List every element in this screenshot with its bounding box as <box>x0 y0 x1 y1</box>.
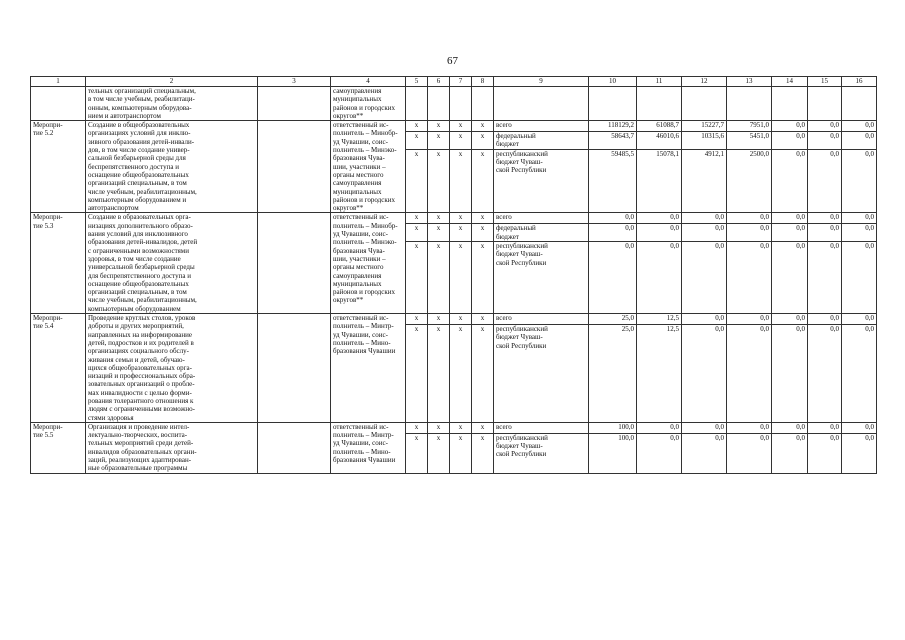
empty-cell <box>772 87 808 121</box>
header-row <box>31 77 877 87</box>
amount-value: 100,0 <box>589 422 637 433</box>
code-mark: x <box>450 314 472 325</box>
empty-cell <box>808 87 842 121</box>
code-mark: x <box>472 132 494 150</box>
amount-value: 2500,0 <box>727 149 772 213</box>
amount-value: 0,0 <box>682 242 727 314</box>
amount-value: 0,0 <box>808 213 842 224</box>
measure-description: Создание в образовательных орга- низациях дополнительного образо- вания условий для инклюзивного образования детей-инвалидов, детей с ограниченными возможностями здоровья, в том числе создание универсальной безбарьерной среды для беспрепятственного доступа и оснащение общеобразовательных организаций специальным, в том числе учебным, реабилитационным, компьютерным оборудованием <box>86 213 258 314</box>
code-mark: x <box>472 314 494 325</box>
empty-cell <box>406 87 428 121</box>
code-mark: x <box>472 242 494 314</box>
code-mark: x <box>406 121 428 132</box>
amount-value: 0,0 <box>808 422 842 433</box>
amount-value: 59485,5 <box>589 149 637 213</box>
funding-source: федеральный бюджет <box>494 224 589 242</box>
amount-value: 0,0 <box>842 314 877 325</box>
measure-code: Меропри- тие 5.5 <box>31 422 86 473</box>
measure-executor: ответственный ис- полнитель – Минобр- уд Чувашии, соис- полнитель – Минэко- бразования Чува- шии, участники – органы местного самоуправления муниципальных районов и городских округов** <box>331 213 406 314</box>
program-table <box>30 76 877 474</box>
measure-executor: ответственный ис- полнитель – Минобр- уд Чувашии, соис- полнитель – Минэко- бразования Чува- шии, участники – органы местного самоуправления муниципальных районов и городских округов** <box>331 121 406 213</box>
code-mark: x <box>428 325 450 423</box>
funding-source: всего <box>494 121 589 132</box>
amount-value: 12,5 <box>637 314 682 325</box>
amount-value: 0,0 <box>772 422 808 433</box>
code-mark: x <box>428 213 450 224</box>
header-cell: 15 <box>808 77 842 87</box>
amount-value: 46010,6 <box>637 132 682 150</box>
empty-cell <box>450 87 472 121</box>
amount-value: 15078,1 <box>637 149 682 213</box>
header-cell: 8 <box>472 77 494 87</box>
table-row <box>31 314 877 325</box>
code-mark: x <box>406 314 428 325</box>
amount-value: 0,0 <box>682 325 727 423</box>
code-mark: x <box>428 242 450 314</box>
empty-cell <box>727 87 772 121</box>
funding-source: республиканский бюджет Чуваш- ской Республики <box>494 242 589 314</box>
header-cell: 12 <box>682 77 727 87</box>
measure-description: Создание в общеобразовательных организациях условий для инклю- зивного образования детей-инвали- дов, в том числе создание универ- сальной безбарьерной среды для беспрепятственного доступа и оснащение общеобразовательных организаций специальным, в том числе учебным, реабилитационным, компьютерным оборудованием и автотранспортом <box>86 121 258 213</box>
amount-value: 10315,6 <box>682 132 727 150</box>
header-cell: 1 <box>31 77 86 87</box>
amount-value: 0,0 <box>682 213 727 224</box>
amount-value: 0,0 <box>727 314 772 325</box>
code-mark: x <box>428 224 450 242</box>
code-mark: x <box>450 325 472 423</box>
header-cell: 11 <box>637 77 682 87</box>
code-mark: x <box>406 422 428 433</box>
amount-value: 0,0 <box>727 325 772 423</box>
code-cell <box>31 87 86 121</box>
code-mark: x <box>406 224 428 242</box>
amount-value: 0,0 <box>682 433 727 473</box>
empty-cell <box>589 87 637 121</box>
measure-code: Меропри- тие 5.4 <box>31 314 86 423</box>
funding-source: республиканский бюджет Чуваш- ской Республики <box>494 325 589 423</box>
amount-value: 0,0 <box>842 422 877 433</box>
header-cell: 13 <box>727 77 772 87</box>
amount-value: 0,0 <box>808 314 842 325</box>
amount-value: 0,0 <box>772 121 808 132</box>
code-mark: x <box>406 433 428 473</box>
code-mark: x <box>450 149 472 213</box>
header-cell: 16 <box>842 77 877 87</box>
amount-value: 0,0 <box>682 224 727 242</box>
code-mark: x <box>450 422 472 433</box>
empty-cell <box>472 87 494 121</box>
code-mark: x <box>472 224 494 242</box>
header-cell: 9 <box>494 77 589 87</box>
header-cell: 4 <box>331 77 406 87</box>
table-row <box>31 422 877 433</box>
funding-source: федеральный бюджет <box>494 132 589 150</box>
amount-value: 0,0 <box>772 149 808 213</box>
code-mark: x <box>450 132 472 150</box>
code-mark: x <box>472 433 494 473</box>
amount-value: 0,0 <box>842 213 877 224</box>
amount-value: 100,0 <box>589 433 637 473</box>
amount-value: 0,0 <box>727 242 772 314</box>
amount-value: 118129,2 <box>589 121 637 132</box>
amount-value: 0,0 <box>727 422 772 433</box>
empty-cell <box>258 121 331 213</box>
amount-value: 61088,7 <box>637 121 682 132</box>
header-cell: 6 <box>428 77 450 87</box>
amount-value: 0,0 <box>772 132 808 150</box>
amount-value: 4912,1 <box>682 149 727 213</box>
amount-value: 0,0 <box>772 242 808 314</box>
amount-value: 7951,0 <box>727 121 772 132</box>
empty-cell <box>258 422 331 473</box>
code-mark: x <box>450 242 472 314</box>
funding-source: всего <box>494 422 589 433</box>
measure-executor: ответственный ис- полнитель – Минтр- уд Чувашии, соис- полнитель – Мино- бразования Чувашии <box>331 314 406 423</box>
amount-value: 0,0 <box>589 213 637 224</box>
code-mark: x <box>428 149 450 213</box>
amount-value: 0,0 <box>772 314 808 325</box>
amount-value: 0,0 <box>808 433 842 473</box>
code-mark: x <box>428 422 450 433</box>
amount-value: 0,0 <box>727 433 772 473</box>
amount-value: 0,0 <box>842 433 877 473</box>
measure-executor: ответственный ис- полнитель – Минтр- уд Чувашии, соис- полнитель – Мино- бразования Чувашии <box>331 422 406 473</box>
funding-source: республиканский бюджет Чуваш- ской Республики <box>494 149 589 213</box>
executor-cell: самоуправления муниципальных районов и городских округов** <box>331 87 406 121</box>
code-mark: x <box>450 224 472 242</box>
amount-value: 0,0 <box>589 242 637 314</box>
funding-source: республиканский бюджет Чуваш- ской Республики <box>494 433 589 473</box>
code-mark: x <box>472 325 494 423</box>
header-cell: 3 <box>258 77 331 87</box>
code-mark: x <box>472 149 494 213</box>
measure-description: Организация и проведение интел- лектуально-творческих, воспита- тельных мероприятий среди детей- инвалидов образовательных органи- заций, реализующих адаптирован- ные образовательные программы <box>86 422 258 473</box>
amount-value: 0,0 <box>637 422 682 433</box>
amount-value: 0,0 <box>808 149 842 213</box>
page-number: 67 <box>447 55 458 67</box>
amount-value: 0,0 <box>772 433 808 473</box>
code-mark: x <box>450 433 472 473</box>
code-mark: x <box>450 213 472 224</box>
measure-description: Проведение круглых столов, уроков доброты и других мероприятий, направленных на информирование детей, подростков и их родителей в организациях социального обслу- живания семьи и детей, обучаю- щихся общеобразовательных орга- низаций и профессиональных обра- зовательных организаций о пробле- мах инвалидности с целью форми- рования толерантного отношения к людям с ограниченными возможно- стями здоровья <box>86 314 258 423</box>
amount-value: 0,0 <box>842 325 877 423</box>
amount-value: 0,0 <box>842 121 877 132</box>
table-row <box>31 213 877 224</box>
code-mark: x <box>428 121 450 132</box>
code-mark: x <box>428 314 450 325</box>
code-mark: x <box>472 213 494 224</box>
amount-value: 0,0 <box>727 224 772 242</box>
amount-value: 0,0 <box>637 213 682 224</box>
header-cell: 10 <box>589 77 637 87</box>
measure-code: Меропри- тие 5.3 <box>31 213 86 314</box>
amount-value: 0,0 <box>772 213 808 224</box>
code-mark: x <box>406 132 428 150</box>
header-cell: 14 <box>772 77 808 87</box>
table-row <box>31 121 877 132</box>
empty-cell <box>842 87 877 121</box>
code-mark: x <box>406 213 428 224</box>
amount-value: 0,0 <box>842 242 877 314</box>
code-mark: x <box>472 422 494 433</box>
amount-value: 58643,7 <box>589 132 637 150</box>
amount-value: 12,5 <box>637 325 682 423</box>
header-cell: 7 <box>450 77 472 87</box>
empty-cell <box>682 87 727 121</box>
code-mark: x <box>406 325 428 423</box>
amount-value: 0,0 <box>682 422 727 433</box>
empty-cell <box>258 213 331 314</box>
amount-value: 25,0 <box>589 325 637 423</box>
empty-cell <box>258 87 331 121</box>
description-cell: тельных организаций специальным, в том числе учебным, реабилитаци- онным, компьютерным оборудова- нием и автотранспортом <box>86 87 258 121</box>
empty-cell <box>637 87 682 121</box>
amount-value: 0,0 <box>808 224 842 242</box>
continuation-row <box>31 87 877 121</box>
amount-value: 0,0 <box>842 132 877 150</box>
amount-value: 0,0 <box>808 132 842 150</box>
code-mark: x <box>472 121 494 132</box>
empty-cell <box>428 87 450 121</box>
amount-value: 0,0 <box>637 242 682 314</box>
amount-value: 0,0 <box>772 224 808 242</box>
funding-source: всего <box>494 314 589 325</box>
code-mark: x <box>406 149 428 213</box>
funding-source: всего <box>494 213 589 224</box>
header-cell: 2 <box>86 77 258 87</box>
amount-value: 0,0 <box>808 325 842 423</box>
amount-value: 5451,0 <box>727 132 772 150</box>
measure-code: Меропри- тие 5.2 <box>31 121 86 213</box>
code-mark: x <box>428 433 450 473</box>
amount-value: 0,0 <box>727 213 772 224</box>
amount-value: 0,0 <box>637 224 682 242</box>
amount-value: 0,0 <box>808 121 842 132</box>
header-cell: 5 <box>406 77 428 87</box>
empty-cell <box>494 87 589 121</box>
code-mark: x <box>428 132 450 150</box>
code-mark: x <box>450 121 472 132</box>
code-mark: x <box>406 242 428 314</box>
amount-value: 0,0 <box>682 314 727 325</box>
amount-value: 0,0 <box>589 224 637 242</box>
amount-value: 0,0 <box>772 325 808 423</box>
amount-value: 0,0 <box>637 433 682 473</box>
amount-value: 0,0 <box>842 149 877 213</box>
amount-value: 25,0 <box>589 314 637 325</box>
amount-value: 0,0 <box>842 224 877 242</box>
empty-cell <box>258 314 331 423</box>
amount-value: 0,0 <box>808 242 842 314</box>
amount-value: 15227,7 <box>682 121 727 132</box>
